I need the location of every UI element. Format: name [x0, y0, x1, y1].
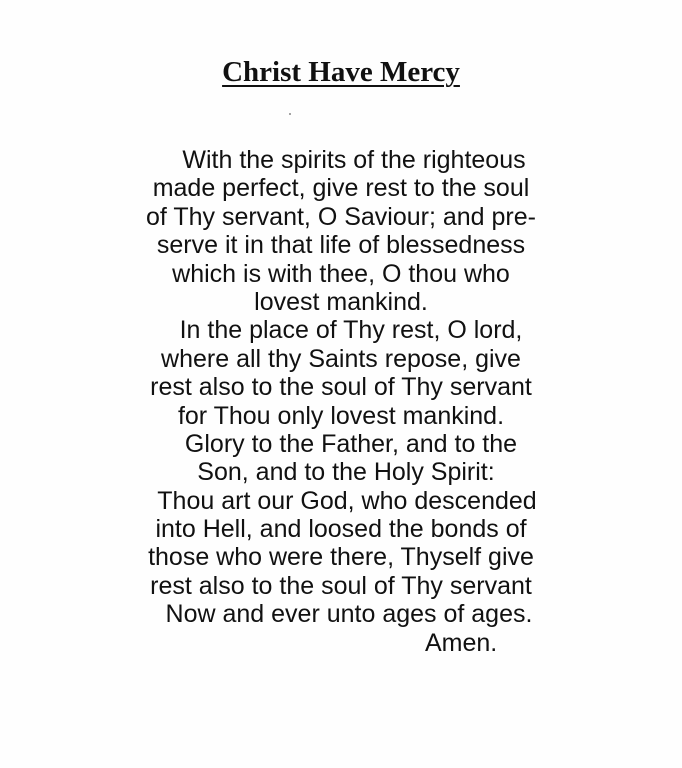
prayer-line: which is with thee, O thou who [172, 259, 510, 288]
prayer-line: Glory to the Father, and to the [184, 429, 518, 458]
prayer-line: With the spirits of the righteous [182, 146, 526, 174]
prayer-line: serve it in that life of blessedness [156, 231, 526, 260]
scan-speck [289, 113, 291, 115]
prayer-line: lovest mankind. [254, 287, 428, 316]
prayer-line: rest also to the soul of Thy servant [150, 571, 532, 600]
prayer-line: Son, and to the Holy Spirit: [197, 458, 495, 487]
prayer-line: rest also to the soul of Thy servant [150, 373, 532, 402]
page-title [0, 56, 682, 89]
prayer-line: In the place of Thy rest, O lord, [179, 316, 523, 345]
prayer-text [0, 146, 682, 657]
prayer-line: into Hell, and loosed the bonds of [155, 515, 527, 544]
prayer-line: Now and ever unto ages of ages. [165, 600, 533, 629]
prayer-line: Thou art our God, who descended [157, 486, 537, 515]
prayer-line: where all thy Saints repose, give [161, 344, 521, 373]
prayer-line: those who were there, Thyself give [148, 543, 534, 572]
prayer-line: of Thy servant, O Saviour; and pre- [145, 202, 536, 231]
page-title-text: Christ Have Mercy [222, 56, 460, 88]
prayer-line: made perfect, give rest to the soul [152, 174, 530, 203]
closing-amen: Amen. [425, 628, 498, 657]
prayer-line: for Thou only lovest mankind. [177, 401, 505, 430]
